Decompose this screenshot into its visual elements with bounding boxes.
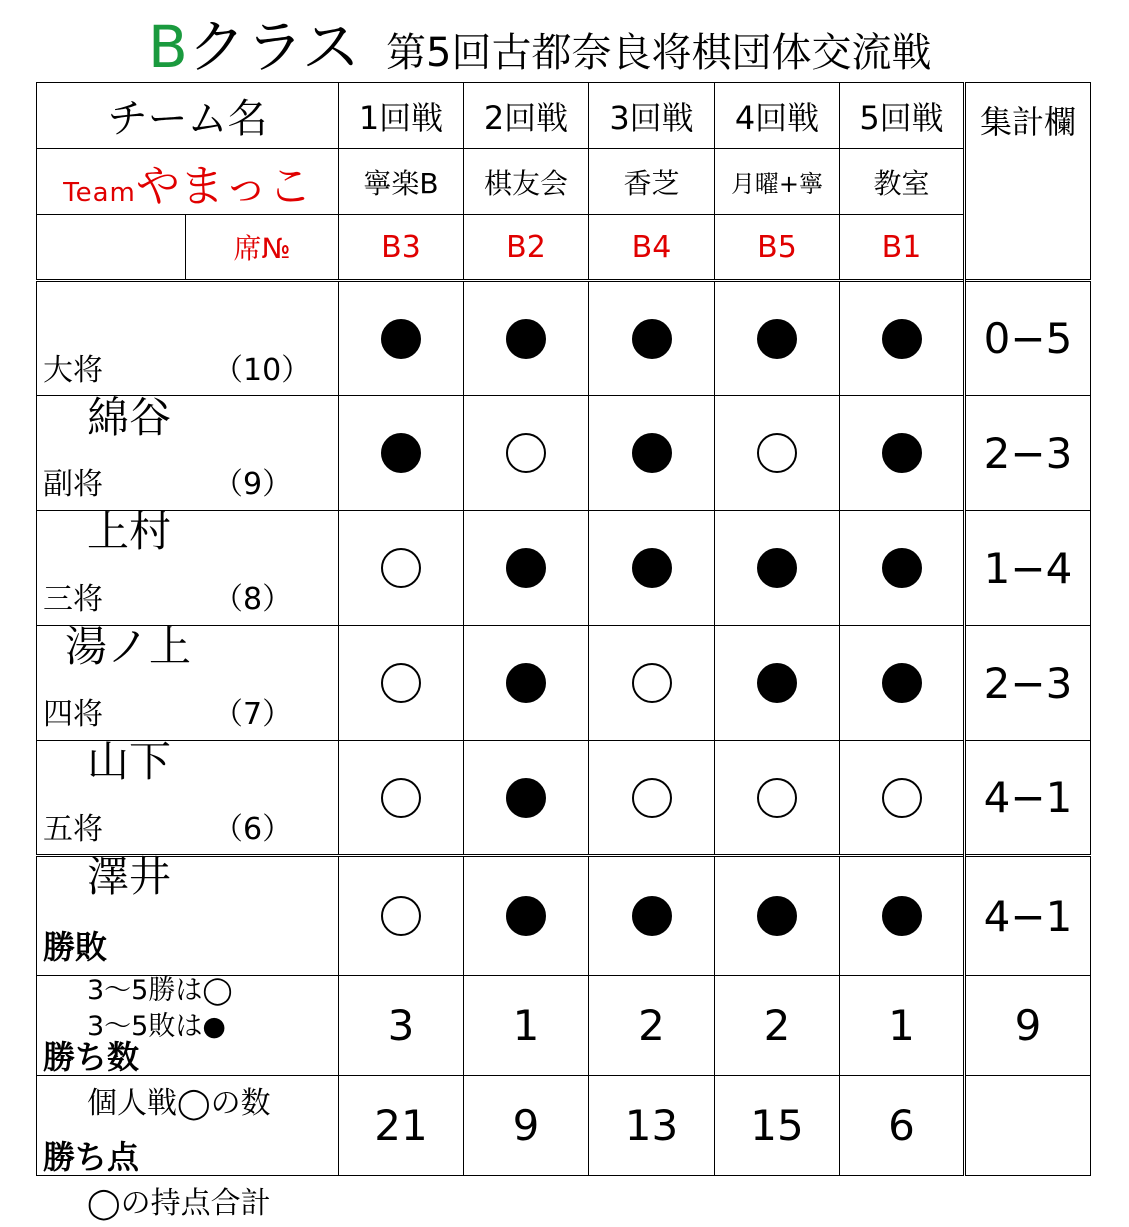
result-mark — [506, 548, 546, 588]
result-mark — [381, 433, 421, 473]
points-total — [965, 1076, 1091, 1176]
result-mark — [757, 663, 797, 703]
win-loss-row — [37, 856, 1091, 976]
wins-value: 1 — [840, 976, 965, 1076]
round-1-opponent: 寧楽B — [339, 149, 464, 215]
result-mark — [632, 548, 672, 588]
result-mark — [757, 548, 797, 588]
result-cell — [464, 281, 589, 396]
result-cell — [339, 856, 464, 976]
player-name: 湯ノ上 — [65, 622, 192, 671]
header-opponent-row — [37, 149, 1091, 215]
wins-value: 3 — [339, 976, 464, 1076]
player-cell — [37, 741, 339, 901]
points-heading: 勝ち点 — [43, 1137, 140, 1176]
seat-number-label: 席№ — [186, 215, 339, 281]
result-mark — [757, 433, 797, 473]
player-cell — [37, 281, 339, 442]
page-title — [0, 14, 1129, 84]
header-round-row — [37, 83, 1091, 149]
round-5-label: 5回戦 — [840, 83, 965, 149]
result-cell — [589, 281, 715, 396]
player-number: （7） — [213, 697, 293, 732]
result-cell — [840, 281, 965, 396]
result-cell — [715, 626, 840, 741]
result-cell — [339, 626, 464, 741]
result-mark — [381, 548, 421, 588]
player-number: （8） — [213, 582, 293, 617]
points-value: 21 — [339, 1076, 464, 1176]
wins-value: 2 — [589, 976, 715, 1076]
round-2-seat: B2 — [464, 215, 589, 281]
wins-total: 9 — [965, 976, 1091, 1076]
round-1-seat: B3 — [339, 215, 464, 281]
player-row-5 — [37, 741, 1091, 856]
points-value: 9 — [464, 1076, 589, 1176]
result-cell — [339, 396, 464, 511]
player-cell — [37, 396, 339, 556]
class-letter: B — [148, 13, 188, 81]
result-cell — [840, 741, 965, 856]
header-seat-row — [37, 215, 1091, 281]
result-mark — [506, 433, 546, 473]
win-loss-total: 4−1 — [965, 856, 1091, 976]
summary-column-label: 集計欄 — [965, 83, 1091, 281]
result-cell — [715, 281, 840, 396]
win-loss-rule-loss: 3～5敗は● — [87, 1011, 226, 1042]
result-mark — [632, 663, 672, 703]
player-position: 副将 — [43, 467, 103, 502]
wins-heading: 勝ち数 — [43, 1037, 140, 1076]
team-result-mark — [882, 896, 922, 936]
team-name — [37, 149, 339, 215]
result-cell — [589, 626, 715, 741]
result-cell — [589, 511, 715, 626]
result-mark — [381, 778, 421, 818]
player-number: （9） — [213, 467, 293, 502]
class-suffix: クラス — [187, 13, 361, 81]
result-cell — [715, 856, 840, 976]
result-cell — [464, 396, 589, 511]
round-1-label: 1回戦 — [339, 83, 464, 149]
player-cell — [37, 511, 339, 671]
result-cell — [464, 626, 589, 741]
result-mark — [882, 319, 922, 359]
win-loss-rule-win: 3～5勝は◯ — [87, 975, 233, 1006]
result-mark — [381, 663, 421, 703]
round-4-seat: B5 — [715, 215, 840, 281]
player-position: 大将 — [43, 352, 103, 388]
player-row-3 — [37, 511, 1091, 626]
team-result-mark — [632, 896, 672, 936]
player-score: 0−5 — [965, 281, 1091, 396]
result-mark — [632, 433, 672, 473]
player-score: 1−4 — [965, 511, 1091, 626]
result-cell — [464, 856, 589, 976]
result-mark — [632, 319, 672, 359]
player-number: （6） — [213, 811, 293, 847]
player-score: 4−1 — [965, 741, 1091, 856]
result-cell — [840, 626, 965, 741]
round-3-label: 3回戦 — [589, 83, 715, 149]
player-position: 三将 — [43, 582, 103, 617]
result-cell — [339, 511, 464, 626]
result-cell — [464, 741, 589, 856]
result-cell — [840, 511, 965, 626]
results-table — [36, 82, 1091, 1221]
wins-sub: 個人戦◯の数 — [87, 1085, 271, 1121]
team-name-label: チーム名 — [37, 83, 339, 149]
result-cell — [840, 856, 965, 976]
player-name: 澤井 — [87, 851, 172, 901]
result-cell — [715, 396, 840, 511]
player-row-2 — [37, 396, 1091, 511]
event-title: 第5回古都奈良将棋団体交流戦 — [386, 30, 932, 76]
player-name: 上村 — [87, 507, 172, 556]
player-row-4 — [37, 626, 1091, 741]
result-mark — [882, 433, 922, 473]
result-mark — [506, 319, 546, 359]
result-mark — [506, 663, 546, 703]
player-score: 2−3 — [965, 396, 1091, 511]
points-value: 13 — [589, 1076, 715, 1176]
player-number: （10） — [213, 352, 312, 388]
round-5-seat: B1 — [840, 215, 965, 281]
player-score: 2−3 — [965, 626, 1091, 741]
wins-value: 1 — [464, 976, 589, 1076]
result-cell — [715, 741, 840, 856]
blank-cell — [37, 215, 186, 281]
result-mark — [506, 778, 546, 818]
result-cell — [339, 281, 464, 396]
result-cell — [464, 511, 589, 626]
result-mark — [757, 778, 797, 818]
result-mark — [882, 548, 922, 588]
result-cell — [589, 741, 715, 856]
result-cell — [589, 856, 715, 976]
win-loss-label-cell — [37, 856, 339, 1042]
team-name-jp: やまっこ — [135, 160, 312, 212]
result-mark — [632, 778, 672, 818]
points-sub: ◯の持点合計 — [87, 1185, 271, 1221]
team-result-mark — [757, 896, 797, 936]
team-name-en: Team — [63, 177, 136, 208]
result-cell — [840, 396, 965, 511]
result-cell — [589, 396, 715, 511]
points-value: 15 — [715, 1076, 840, 1176]
round-3-opponent: 香芝 — [589, 149, 715, 215]
team-result-mark — [381, 896, 421, 936]
win-loss-heading: 勝敗 — [43, 928, 108, 966]
wins-value: 2 — [715, 976, 840, 1076]
team-result-mark — [506, 896, 546, 936]
points-value: 6 — [840, 1076, 965, 1176]
round-4-label: 4回戦 — [715, 83, 840, 149]
result-cell — [339, 741, 464, 856]
result-mark — [757, 319, 797, 359]
player-name: 山下 — [87, 737, 172, 786]
round-5-opponent: 教室 — [840, 149, 965, 215]
result-mark — [882, 778, 922, 818]
round-3-seat: B4 — [589, 215, 715, 281]
player-position: 四将 — [43, 697, 103, 732]
result-cell — [715, 511, 840, 626]
round-2-label: 2回戦 — [464, 83, 589, 149]
player-position: 五将 — [43, 811, 103, 847]
round-4-opponent: 月曜+寧 — [715, 149, 840, 215]
class-title — [148, 14, 360, 80]
player-name: 綿谷 — [87, 392, 172, 442]
result-mark — [381, 319, 421, 359]
result-mark — [882, 663, 922, 703]
player-row-1 — [37, 281, 1091, 396]
round-2-opponent: 棋友会 — [464, 149, 589, 215]
